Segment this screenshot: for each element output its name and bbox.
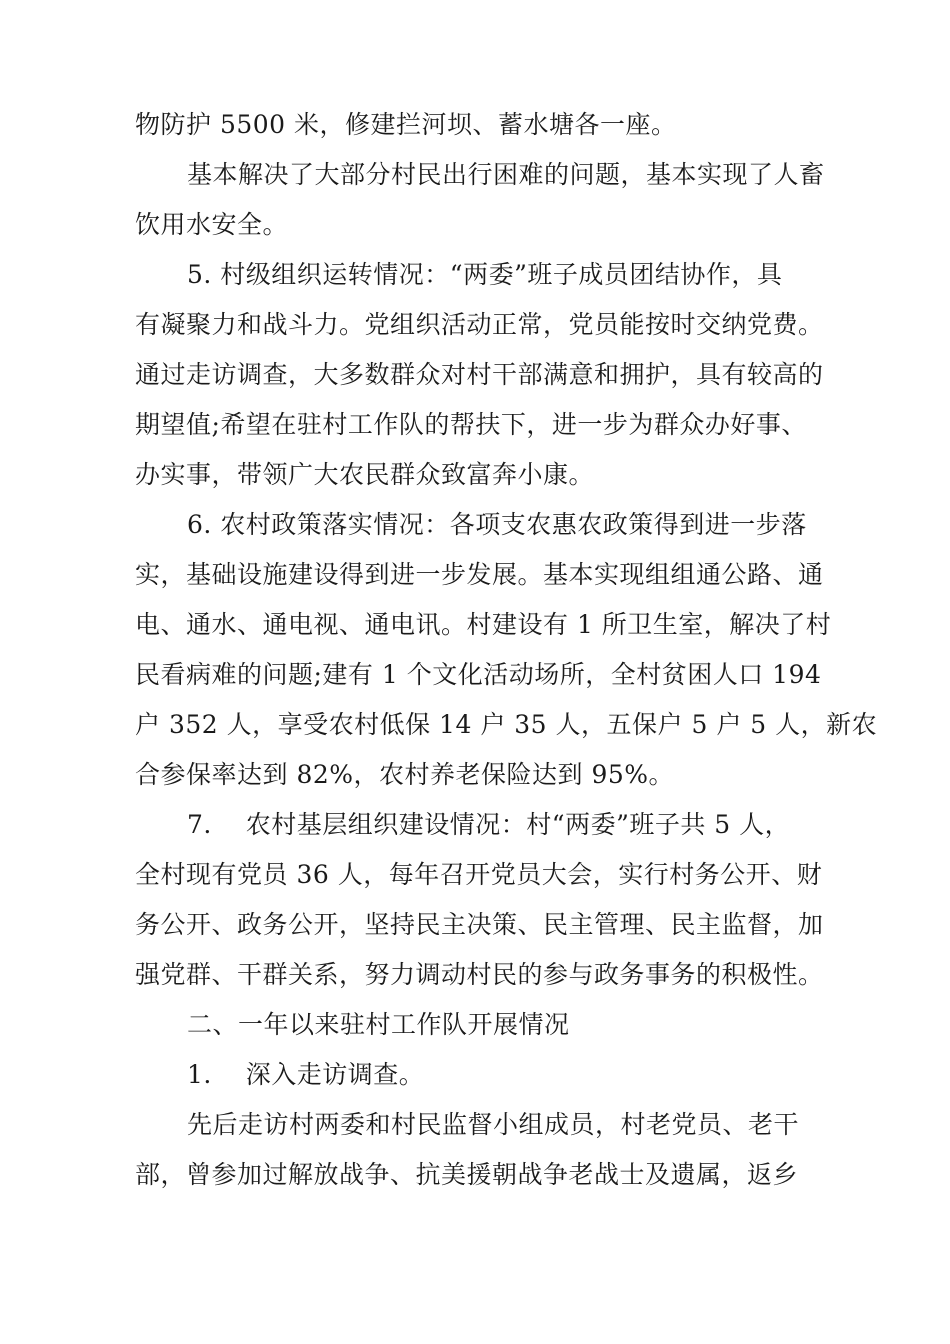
- text-line-8: 办实事，带领广大农民群众致富奔小康。: [135, 460, 595, 489]
- text-line-14: 合参保率达到 82%，农村养老保险达到 95%。: [135, 760, 675, 789]
- text-line-21: 先后走访村两委和村民监督小组成员，村老党员、老干: [187, 1110, 800, 1139]
- text-line-10: 实，基础设施建设得到进一步发展。基本实现组组通公路、通: [135, 560, 824, 589]
- text-line-18: 强党群、干群关系，努力调动村民的参与政务事务的积极性。: [135, 960, 824, 989]
- text-line-15: 7. 农村基层组织建设情况：村“两委”班子共 5 人，: [187, 810, 791, 839]
- text-line-12: 民看病难的问题;建有 1 个文化活动场所，全村贫困人口 194: [135, 660, 822, 689]
- text-line-11: 电、通水、通电视、通电讯。村建设有 1 所卫生室，解决了村: [135, 610, 832, 639]
- section-heading: 二、一年以来驻村工作队开展情况: [187, 1010, 570, 1039]
- text-line-7: 期望值;希望在驻村工作队的帮扶下，进一步为群众办好事、: [135, 410, 807, 439]
- text-line-22: 部，曾参加过解放战争、抗美援朝战争老战士及遗属，返乡: [135, 1160, 799, 1189]
- text-line-16: 全村现有党员 36 人，每年召开党员大会，实行村务公开、财: [135, 860, 823, 889]
- text-line-9: 6. 农村政策落实情况：各项支农惠农政策得到进一步落: [187, 510, 807, 539]
- text-line-2: 基本解决了大部分村民出行困难的问题，基本实现了人畜: [187, 160, 825, 189]
- text-line-6: 通过走访调查，大多数群众对村干部满意和拥护，具有较高的: [135, 360, 824, 389]
- text-line-1: 物防护 5500 米，修建拦河坝、蓄水塘各一座。: [135, 110, 677, 139]
- text-line-13: 户 352 人，享受农村低保 14 户 35 人，五保户 5 户 5 人，新农: [135, 710, 878, 739]
- text-line-4: 5. 村级组织运转情况：“两委”班子成员团结协作，具: [187, 260, 783, 289]
- text-line-3: 饮用水安全。: [135, 210, 289, 239]
- text-line-17: 务公开、政务公开，坚持民主决策、民主管理、民主监督，加: [135, 910, 824, 939]
- text-line-5: 有凝聚力和战斗力。党组织活动正常，党员能按时交纳党费。: [135, 310, 824, 339]
- text-line-20: 1. 深入走访调查。: [187, 1060, 425, 1089]
